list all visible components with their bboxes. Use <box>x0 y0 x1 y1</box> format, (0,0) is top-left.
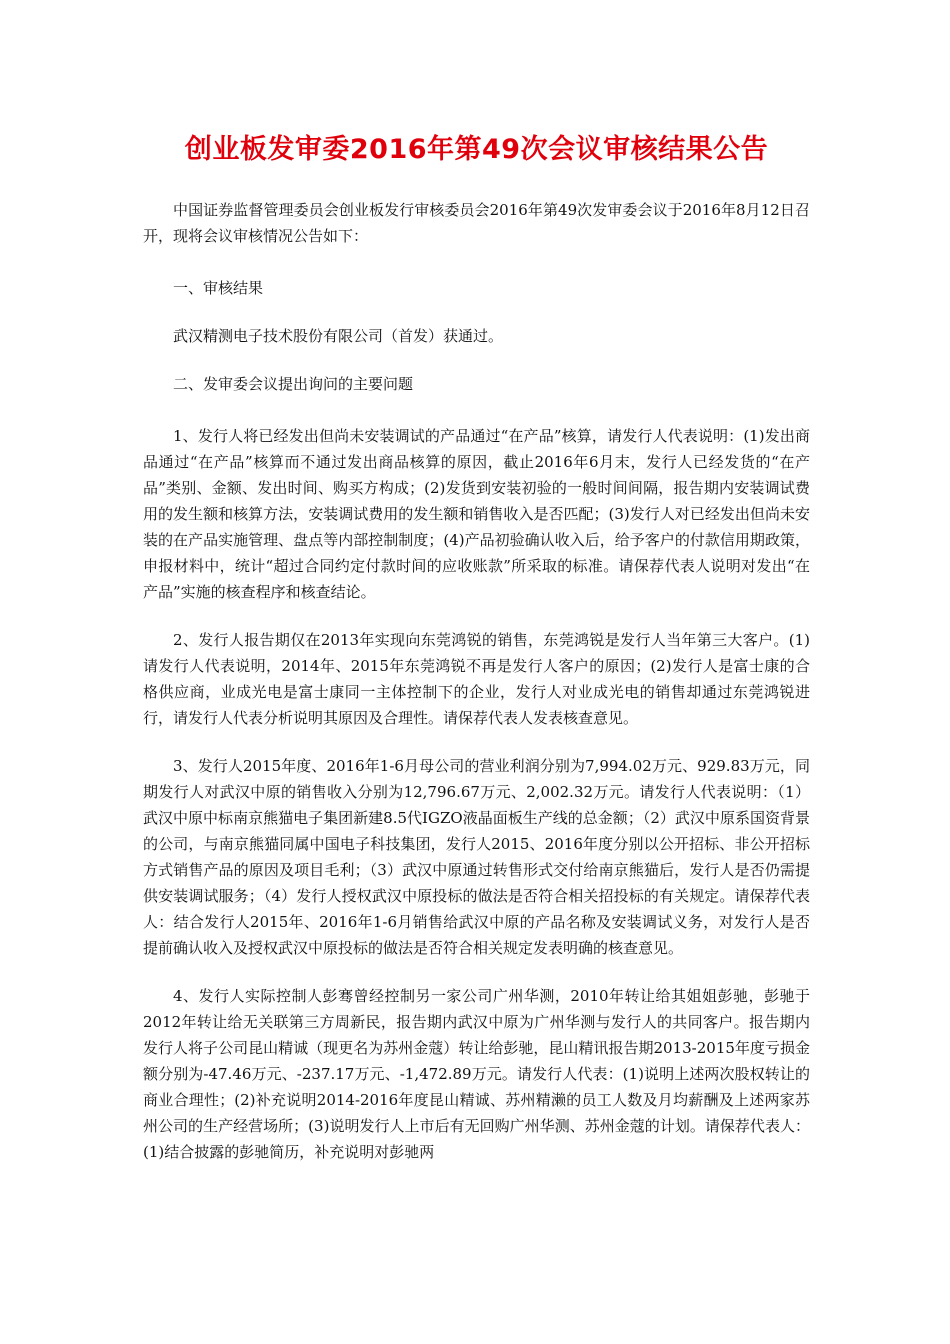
question-paragraph-4: 4、发行人实际控制人彭骞曾经控制另一家公司广州华测，2010年转让给其姐姐彭驰，彭驰于2012年转让给无关联第三方周新民，报告期内武汉中原为广州华测与发行人的共同客户。报告期内发行人将子公司昆山精诚（现更名为苏州金蔻）转让给彭驰，昆山精讯报告期2013-2015年度亏损金额分别为-47.46万元、-237.17万元、-1,472.89万元。请发行人代表：(1)说明上述两次股权转让的商业合理性；(2)补充说明2014-2016年度昆山精诚、苏州精濑的员工人数及月均薪酬及上述两家苏州公司的生产经营场所；(3)说明发行人上市后有无回购广州华测、苏州金蔻的计划。请保荐代表人：(1)结合披露的彭驰简历，补充说明对彭驰两 <box>143 987 810 1161</box>
intro-paragraph: 中国证券监督管理委员会创业板发行审核委员会2016年第49次发审委会议于2016年8月12日召开，现将会议审核情况公告如下： <box>143 201 810 245</box>
page-title: 创业板发审委2016年第49次会议审核结果公告 <box>184 134 769 165</box>
question-paragraph-2: 2、发行人报告期仅在2013年实现向东莞鸿锐的销售，东莞鸿锐是发行人当年第三大客户。(1)请发行人代表说明，2014年、2015年东莞鸿锐不再是发行人客户的原因；(2)发行人是富士康的合格供应商，业成光电是富士康同一主体控制下的企业，发行人对业成光电的销售却通过东莞鸿锐进行，请发行人代表分析说明其原因及合理性。请保荐代表人发表核查意见。 <box>143 631 810 727</box>
section-heading-main-questions: 二、发审委会议提出询问的主要问题 <box>173 375 414 393</box>
review-result-paragraph: 武汉精测电子技术股份有限公司（首发）获通过。 <box>173 327 504 345</box>
question-paragraph-3: 3、发行人2015年度、2016年1-6月母公司的营业利润分别为7,994.02万元、929.83万元，同期发行人对武汉中原的销售收入分别为12,796.67万元、2,002.32万元。请发行人代表说明：（1）武汉中原中标南京熊猫电子集团新建8.5代IGZO液晶面板生产线的总金额；（2）武汉中原系国资背景的公司，与南京熊猫同属中国电子科技集团，发行人2015、2016年度分别以公开招标、非公开招标方式销售产品的原因及项目毛利；（3）武汉中原通过转售形式交付给南京熊猫后，发行人是否仍需提供安装调试服务；（4）发行人授权武汉中原投标的做法是否符合相关招投标的有关规定。请保荐代表人：结合发行人2015年、2016年1-6月销售给武汉中原的产品名称及安装调试义务，对发行人是否提前确认收入及授权武汉中原投标的做法是否符合相关规定发表明确的核查意见。 <box>143 757 810 957</box>
section-heading-review-result: 一、审核结果 <box>173 279 264 297</box>
question-paragraph-1: 1、发行人将已经发出但尚未安装调试的产品通过“在产品”核算，请发行人代表说明：(1)发出商品通过“在产品”核算而不通过发出商品核算的原因，截止2016年6月末，发行人已经发货的“在产品”类别、金额、发出时间、购买方构成；(2)发货到安装初验的一般时间间隔，报告期内安装调试费用的发生额和核算方法，安装调试费用的发生额和销售收入是否匹配；(3)发行人对已经发出但尚未安装的在产品实施管理、盘点等内部控制制度；(4)产品初验确认收入后，给予客户的付款信用期政策，申报材料中，统计“超过合同约定付款时间的应收账款”所采取的标准。请保荐代表人说明对发出“在产品”实施的核查程序和核查结论。 <box>143 427 810 601</box>
